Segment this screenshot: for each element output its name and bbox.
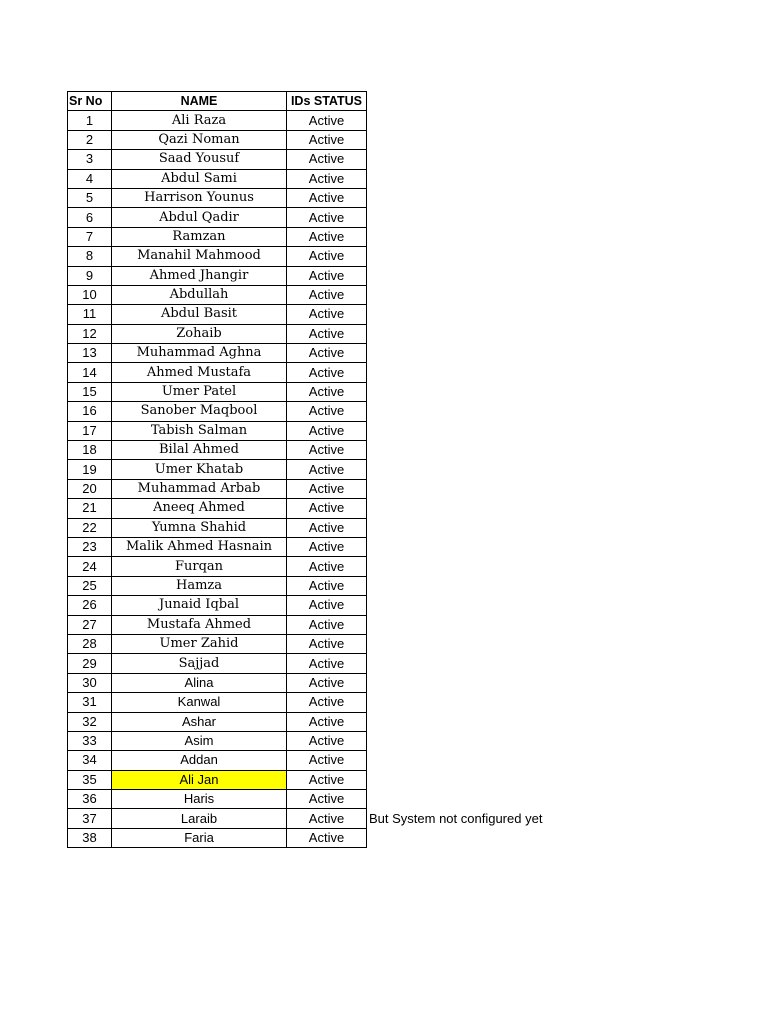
configuration-note: But System not configured yet (369, 811, 543, 826)
name-cell: Hamza (112, 576, 287, 595)
table-row (68, 285, 367, 304)
name-cell: Faria (112, 828, 287, 847)
name-cell: Abdullah (112, 285, 287, 304)
sr-no-cell: 15 (68, 382, 112, 401)
status-cell: Active (287, 247, 367, 266)
sr-no-cell: 31 (68, 693, 112, 712)
name-cell: Ahmed Mustafa (112, 363, 287, 382)
status-cell: Active (287, 150, 367, 169)
status-cell: Active (287, 169, 367, 188)
table-row (68, 460, 367, 479)
sr-no-cell: 13 (68, 344, 112, 363)
sr-no-cell: 36 (68, 790, 112, 809)
name-cell: Asim (112, 731, 287, 750)
name-cell: Abdul Qadir (112, 208, 287, 227)
status-cell: Active (287, 479, 367, 498)
name-cell: Yumna Shahid (112, 518, 287, 537)
header-row (68, 92, 367, 111)
table-row (68, 247, 367, 266)
name-cell: Muhammad Arbab (112, 479, 287, 498)
name-cell: Ashar (112, 712, 287, 731)
status-cell: Active (287, 382, 367, 401)
ids-status-table (67, 91, 367, 848)
table-row (68, 382, 367, 401)
status-cell: Active (287, 421, 367, 440)
name-cell: Abdul Sami (112, 169, 287, 188)
sr-no-cell: 33 (68, 731, 112, 750)
status-cell: Active (287, 596, 367, 615)
name-cell: Ahmed Jhangir (112, 266, 287, 285)
table-row (68, 227, 367, 246)
table-row (68, 479, 367, 498)
status-cell: Active (287, 828, 367, 847)
table-row (68, 576, 367, 595)
sr-no-cell: 6 (68, 208, 112, 227)
status-cell: Active (287, 344, 367, 363)
status-cell: Active (287, 518, 367, 537)
table-row (68, 518, 367, 537)
sr-no-cell: 4 (68, 169, 112, 188)
sr-no-cell: 21 (68, 499, 112, 518)
table-row (68, 712, 367, 731)
sr-no-cell: 10 (68, 285, 112, 304)
sr-no-cell: 24 (68, 557, 112, 576)
table-row (68, 363, 367, 382)
name-cell: Umer Zahid (112, 634, 287, 653)
status-cell: Active (287, 576, 367, 595)
name-cell: Alina (112, 673, 287, 692)
table-row (68, 673, 367, 692)
table-row (68, 208, 367, 227)
status-cell: Active (287, 188, 367, 207)
status-cell: Active (287, 751, 367, 770)
name-cell: Laraib (112, 809, 287, 828)
name-cell: Aneeq Ahmed (112, 499, 287, 518)
sr-no-cell: 30 (68, 673, 112, 692)
sr-no-cell: 37 (68, 809, 112, 828)
sr-no-cell: 27 (68, 615, 112, 634)
name-cell: Sajjad (112, 654, 287, 673)
status-cell: Active (287, 285, 367, 304)
table-row (68, 130, 367, 149)
header-sr-no: Sr No (68, 92, 112, 111)
sr-no-cell: 25 (68, 576, 112, 595)
table-row (68, 731, 367, 750)
name-cell: Abdul Basit (112, 305, 287, 324)
table-row (68, 537, 367, 556)
sr-no-cell: 11 (68, 305, 112, 324)
sr-no-cell: 38 (68, 828, 112, 847)
table-row (68, 188, 367, 207)
name-cell: Zohaib (112, 324, 287, 343)
status-cell: Active (287, 363, 367, 382)
sr-no-cell: 2 (68, 130, 112, 149)
status-cell: Active (287, 654, 367, 673)
table-row (68, 615, 367, 634)
name-cell: Kanwal (112, 693, 287, 712)
name-cell: Haris (112, 790, 287, 809)
sr-no-cell: 9 (68, 266, 112, 285)
name-cell: Malik Ahmed Hasnain (112, 537, 287, 556)
status-cell: Active (287, 731, 367, 750)
sr-no-cell: 17 (68, 421, 112, 440)
name-cell: Muhammad Aghna (112, 344, 287, 363)
status-cell: Active (287, 460, 367, 479)
sr-no-cell: 3 (68, 150, 112, 169)
table-body (68, 111, 367, 848)
sr-no-cell: 20 (68, 479, 112, 498)
table-row (68, 324, 367, 343)
status-cell: Active (287, 130, 367, 149)
status-cell: Active (287, 693, 367, 712)
table-row (68, 421, 367, 440)
name-cell: Mustafa Ahmed (112, 615, 287, 634)
name-cell: Tabish Salman (112, 421, 287, 440)
sr-no-cell: 7 (68, 227, 112, 246)
table-row (68, 402, 367, 421)
name-cell: Harrison Younus (112, 188, 287, 207)
table-row (68, 770, 367, 789)
table-row (68, 596, 367, 615)
name-cell: Umer Patel (112, 382, 287, 401)
sr-no-cell: 26 (68, 596, 112, 615)
status-cell: Active (287, 266, 367, 285)
sr-no-cell: 35 (68, 770, 112, 789)
sr-no-cell: 19 (68, 460, 112, 479)
table-row (68, 828, 367, 847)
status-cell: Active (287, 557, 367, 576)
status-cell: Active (287, 499, 367, 518)
table-row (68, 111, 367, 130)
name-cell: Furqan (112, 557, 287, 576)
sr-no-cell: 34 (68, 751, 112, 770)
table-row (68, 751, 367, 770)
name-cell: Ali Raza (112, 111, 287, 130)
name-cell: Addan (112, 751, 287, 770)
name-cell: Ramzan (112, 227, 287, 246)
status-cell: Active (287, 305, 367, 324)
status-cell: Active (287, 402, 367, 421)
status-cell: Active (287, 790, 367, 809)
table-row (68, 654, 367, 673)
name-cell: Saad Yousuf (112, 150, 287, 169)
sr-no-cell: 12 (68, 324, 112, 343)
status-cell: Active (287, 712, 367, 731)
status-cell: Active (287, 324, 367, 343)
header-name: NAME (112, 92, 287, 111)
status-cell: Active (287, 208, 367, 227)
status-cell: Active (287, 111, 367, 130)
sr-no-cell: 23 (68, 537, 112, 556)
sr-no-cell: 8 (68, 247, 112, 266)
name-cell: Umer Khatab (112, 460, 287, 479)
status-cell: Active (287, 673, 367, 692)
table-row (68, 790, 367, 809)
table-row (68, 499, 367, 518)
sr-no-cell: 14 (68, 363, 112, 382)
name-cell: Qazi Noman (112, 130, 287, 149)
status-cell: Active (287, 537, 367, 556)
status-cell: Active (287, 441, 367, 460)
status-cell: Active (287, 809, 367, 828)
name-cell: Bilal Ahmed (112, 441, 287, 460)
status-cell: Active (287, 634, 367, 653)
table-row (68, 441, 367, 460)
table-row (68, 266, 367, 285)
table-row (68, 344, 367, 363)
sr-no-cell: 29 (68, 654, 112, 673)
name-cell: Sanober Maqbool (112, 402, 287, 421)
sr-no-cell: 28 (68, 634, 112, 653)
table-row (68, 809, 367, 828)
sr-no-cell: 18 (68, 441, 112, 460)
header-ids-status: IDs STATUS (287, 92, 367, 111)
name-cell: Ali Jan (112, 770, 287, 789)
sr-no-cell: 5 (68, 188, 112, 207)
sr-no-cell: 1 (68, 111, 112, 130)
status-cell: Active (287, 227, 367, 246)
table-row (68, 557, 367, 576)
status-cell: Active (287, 770, 367, 789)
name-cell: Manahil Mahmood (112, 247, 287, 266)
table-row (68, 693, 367, 712)
sr-no-cell: 22 (68, 518, 112, 537)
sr-no-cell: 16 (68, 402, 112, 421)
table-row (68, 150, 367, 169)
table-row (68, 169, 367, 188)
table-row (68, 305, 367, 324)
name-cell: Junaid Iqbal (112, 596, 287, 615)
sr-no-cell: 32 (68, 712, 112, 731)
status-cell: Active (287, 615, 367, 634)
table-row (68, 634, 367, 653)
